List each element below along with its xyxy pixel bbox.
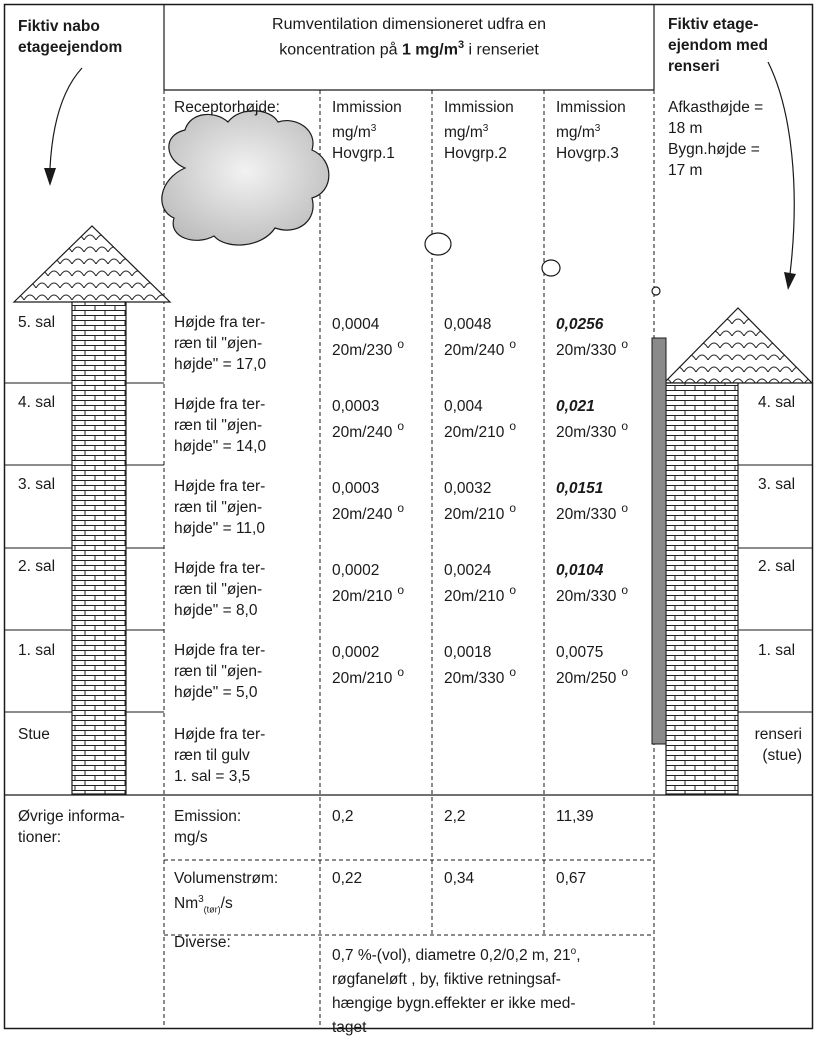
receptor-desc: Højde fra ter- ræn til "øjen- højde" = 14,0 [174,396,267,455]
immission-cell: 0,0104 20m/330 $^o$ [556,562,629,605]
floor-label-right: 1. sal [758,642,796,659]
down-arrow-icon [784,272,796,290]
floor-label-right: 4. sal [758,394,796,411]
receptor-desc: Højde fra ter- ræn til "øjen- højde" = 8,0 [174,560,266,619]
floor-label-left: Stue [18,726,50,743]
immission-cell: 0,0024 20m/210 $^o$ [444,562,517,605]
floor-label-left: 1. sal [18,642,56,659]
floor-label-left: 4. sal [18,394,56,411]
immission-cell: 0,021 20m/330 $^o$ [556,398,629,441]
flow-value: 0,67 [556,870,587,887]
floor-label-right: 3. sal [758,476,796,493]
flow-value: 0,34 [444,870,475,887]
misc-text: 0,7 %-(vol), diametre 0,2/0,2 m, 21$^o$, røgfaneløft , by, fiktive retningsaf- hængige bygn.effekter er ikke med- taget [332,946,581,1037]
building-info: Afkasthøjde = 18 m Bygn.højde = 17 m [668,99,764,179]
receptor-desc: Højde fra ter- ræn til gulv 1. sal = 3,5 [174,726,266,785]
immission-cell: 0,004 20m/210 $^o$ [444,398,517,441]
receptor-desc: Højde fra ter- ræn til "øjen- højde" = 5,0 [174,642,266,701]
immission-cell: 0,0032 20m/210 $^o$ [444,480,517,523]
floor-label-left: 3. sal [18,476,56,493]
group1-header: Immission $mg/m^3$ Hovgrp.1 [332,99,402,163]
immission-cell: 0,0003 20m/240 $^o$ [332,398,405,441]
right-building-illustration [664,308,812,794]
floor-label-left: 2. sal [18,558,56,575]
immission-cell: 0,0004 20m/230 $^o$ [332,316,405,359]
emission-value: 11,39 [556,808,594,825]
left-building-title: Fiktiv nabo etageejendom [18,18,123,56]
receptor-desc: Højde fra ter- ræn til "øjen- højde" = 11,0 [174,478,266,537]
floor-label-right: 2. sal [758,558,796,575]
immission-cell: 0,0018 20m/330 $^o$ [444,644,517,687]
emission-value: 0,2 [332,808,354,825]
other-info-label: Øvrige informa- tioner: [18,808,125,846]
immission-cell: 0,0003 20m/240 $^o$ [332,480,405,523]
emission-label: Emission: mg/s [174,808,242,846]
flow-label: Volumenstrøm: $Nm^3_{(tør)}/s$ [174,870,279,915]
immission-cell: 0,0256 20m/330 $^o$ [556,316,629,359]
down-arrow-icon [44,168,56,186]
header-title: Rumventilation dimensioneret udfra en koncentration på 1 $mg/m^3$ i renseriet [272,16,546,59]
immission-cell: 0,0002 20m/210 $^o$ [332,644,405,687]
group2-header: Immission $mg/m^3$ Hovgrp.2 [444,99,514,163]
group3-header: Immission $mg/m^3$ Hovgrp.3 [556,99,626,163]
chimney-stack [652,338,666,744]
emission-value: 2,2 [444,808,466,825]
right-building-title: Fiktiv etage- ejendom med renseri [668,16,768,75]
floor-label-left: 5. sal [18,314,56,331]
immission-cell: 0,0151 20m/330 $^o$ [556,480,629,523]
immission-cell: 0,0048 20m/240 $^o$ [444,316,517,359]
immission-cell: 0,0002 20m/210 $^o$ [332,562,405,605]
flow-value: 0,22 [332,870,363,887]
misc-label: Diverse: [174,934,231,951]
floor-label-right: renseri (stue) [754,726,802,764]
immission-cell: 0,0075 20m/250 $^o$ [556,644,629,687]
receptor-desc: Højde fra ter- ræn til "øjen- højde" = 17,0 [174,314,267,373]
receptor-header: Receptorhøjde: [174,99,280,116]
